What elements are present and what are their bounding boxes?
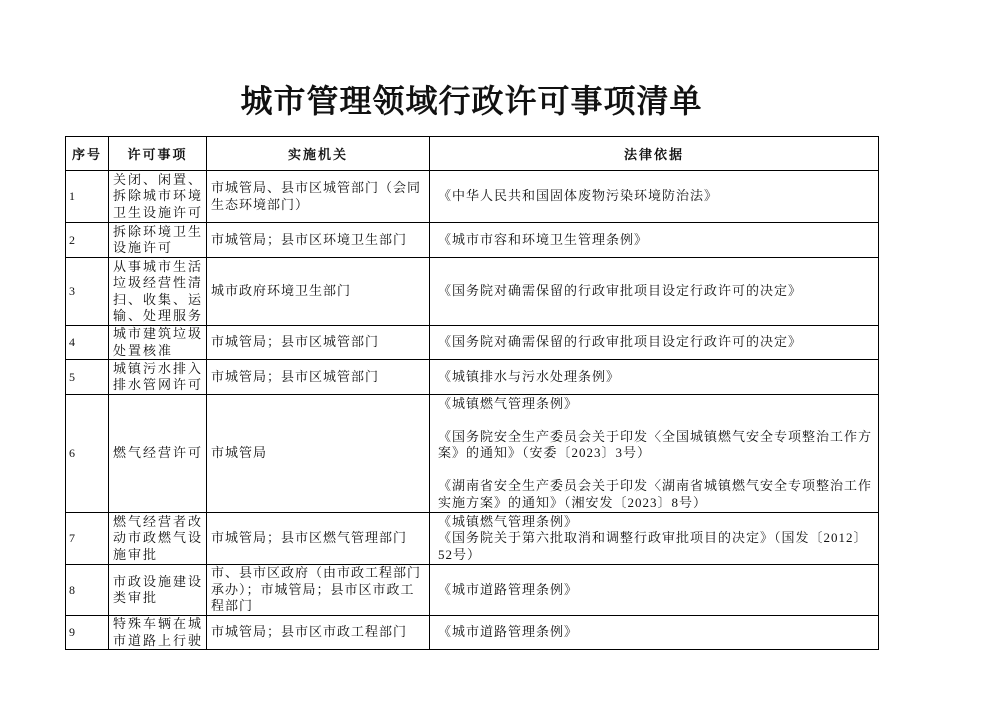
document-title: 城市管理领域行政许可事项清单: [240, 83, 703, 119]
legal-basis-paragraph: [438, 334, 878, 351]
permit-item-line: 施审批: [113, 546, 159, 562]
permit-item-line: 燃气经营许可: [113, 445, 204, 461]
header-legal-basis: 法律依据: [430, 137, 879, 171]
legal-basis-line: 《城镇排水与污水处理条例》: [438, 368, 621, 384]
legal-basis-paragraph: [438, 396, 878, 413]
table-row: [66, 616, 879, 650]
legal-basis-line: 52号）: [438, 546, 482, 562]
table-row: [66, 223, 879, 258]
table-row: [66, 513, 879, 565]
row-number: 6: [69, 446, 75, 460]
seq-cell: [66, 616, 109, 650]
legal-basis-line: 《国务院安全生产委员会关于印发〈全国城镇燃气安全专项整治工作方: [438, 428, 873, 444]
legal-basis-line: 《湖南省安全生产委员会关于印发〈湖南省城镇燃气安全专项整治工作: [438, 478, 873, 494]
authority-cell: [207, 326, 430, 360]
legal-basis-line: 《城市道路管理条例》: [438, 581, 579, 597]
table-row: [66, 360, 879, 395]
permit-item-cell: [109, 171, 207, 223]
table-row: [66, 171, 879, 223]
permit-item-line: 市道路上行驶: [113, 632, 204, 648]
permit-item-cell: [109, 360, 207, 395]
header-seq: 序号: [66, 137, 109, 171]
seq-cell: [66, 565, 109, 616]
permit-item-cell: [109, 223, 207, 258]
authority-line: 市城管局；县市区城管部门: [211, 368, 380, 384]
authority-line: 市城管局；县市区城管部门: [211, 334, 380, 350]
authority-line: 市城管局；县市区市政工程部门: [211, 624, 408, 640]
legal-basis-line: 《城镇燃气管理条例》: [438, 513, 579, 529]
permit-item-line: 燃气经营者改: [113, 513, 204, 529]
permit-item-line: 输、处理服务: [113, 308, 204, 323]
legal-basis-cell: [430, 258, 879, 326]
permit-item-cell: [109, 258, 207, 326]
authority-line: 市城管局；县市区燃气管理部门: [211, 530, 408, 546]
row-number: 8: [69, 582, 75, 597]
authority-line: 承办）；市城管局；县市区市政工: [211, 581, 415, 597]
table-row: [66, 326, 879, 360]
authority-cell: [207, 360, 430, 395]
authority-line: 市城管局、县市区城管部门（会同: [211, 180, 422, 195]
seq-cell: [66, 258, 109, 326]
legal-basis-line: 案》的通知》（安委〔2023〕3号）: [438, 445, 652, 461]
permit-item-line: 关闭、闲置、: [113, 171, 204, 187]
authority-line: 城市政府环境卫生部门: [211, 283, 352, 299]
permit-item-line: 扫、收集、运: [113, 291, 204, 307]
legal-basis-paragraph: [438, 188, 878, 205]
table-row: [66, 395, 879, 513]
permit-item-line: 城镇污水排入: [113, 360, 204, 376]
legal-basis-line: 《国务院对确需保留的行政审批项目设定行政许可的决定》: [438, 334, 803, 350]
authority-line: 市城管局；县市区环境卫生部门: [211, 231, 408, 247]
authority-cell: [207, 565, 430, 616]
permit-item-line: 拆除环境卫生: [113, 223, 204, 239]
table-body: [66, 171, 879, 650]
legal-basis-paragraph: [438, 514, 878, 531]
authority-cell: [207, 616, 430, 650]
seq-cell: [66, 223, 109, 258]
permit-item-line: 城市建筑垃圾: [113, 326, 204, 341]
legal-basis-cell: [430, 616, 879, 650]
row-number: 5: [69, 369, 75, 384]
permit-item-line: 排水管网许可: [113, 377, 204, 392]
legal-basis-line: 《中华人民共和国固体废物污染环境防治法》: [438, 188, 719, 204]
permit-item-line: 市政设施建设: [113, 573, 204, 589]
permit-item-cell: [109, 326, 207, 360]
authority-cell: [207, 513, 430, 565]
legal-basis-cell: [430, 513, 879, 565]
legal-basis-paragraph: [438, 369, 878, 386]
seq-cell: [66, 171, 109, 223]
row-number: 3: [69, 284, 75, 298]
table-row: [66, 565, 879, 616]
permit-item-line: 动市政燃气设: [113, 530, 204, 546]
legal-basis-cell: [430, 395, 879, 513]
header-authority: 实施机关: [207, 137, 430, 171]
legal-basis-cell: [430, 360, 879, 395]
legal-basis-paragraph: [438, 478, 878, 511]
legal-basis-line: 《城市道路管理条例》: [438, 624, 579, 640]
authority-cell: [207, 223, 430, 258]
permit-item-cell: [109, 395, 207, 513]
legal-basis-paragraph: [438, 429, 878, 462]
seq-cell: [66, 513, 109, 565]
permit-item-line: 垃圾经营性清: [113, 275, 204, 290]
legal-basis-cell: [430, 326, 879, 360]
permit-item-cell: [109, 513, 207, 565]
seq-cell: [66, 395, 109, 513]
legal-basis-paragraph: [438, 232, 878, 249]
permit-item-line: 特殊车辆在城: [113, 616, 204, 631]
authority-cell: [207, 395, 430, 513]
permit-item-line: 处置核准: [113, 342, 174, 358]
seq-cell: [66, 360, 109, 395]
legal-basis-cell: [430, 565, 879, 616]
legal-basis-line: 《城市市容和环境卫生管理条例》: [438, 231, 649, 247]
row-number: 2: [69, 232, 75, 247]
table-header-row: [66, 137, 879, 171]
table-row: [66, 258, 879, 326]
authority-line: 生态环境部门）: [211, 196, 310, 212]
row-number: 9: [69, 625, 75, 639]
header-permit-item: 许可事项: [109, 137, 207, 171]
permit-item-cell: [109, 565, 207, 616]
permit-table: [65, 136, 879, 650]
permit-item-line: 设施许可: [113, 240, 174, 255]
legal-basis-paragraph: [438, 624, 878, 641]
authority-cell: [207, 258, 430, 326]
legal-basis-cell: [430, 171, 879, 223]
authority-line: 市城管局: [211, 445, 268, 461]
legal-basis-line: 《城镇燃气管理条例》: [438, 395, 579, 411]
permit-item-line: 拆除城市环境: [113, 188, 204, 204]
row-number: 1: [69, 189, 75, 203]
permit-item-line: 卫生设施许可: [113, 204, 204, 220]
permit-item-line: 类审批: [113, 590, 159, 605]
legal-basis-paragraph: [438, 283, 878, 300]
legal-basis-line: 《国务院对确需保留的行政审批项目设定行政许可的决定》: [438, 283, 803, 299]
row-number: 4: [69, 335, 75, 349]
permit-item-cell: [109, 616, 207, 650]
legal-basis-line: 实施方案》的通知》（湘安发〔2023〕8号）: [438, 494, 708, 510]
legal-basis-paragraph: [438, 582, 878, 599]
seq-cell: [66, 326, 109, 360]
permit-item-line: 从事城市生活: [113, 258, 204, 274]
authority-line: 市、县市区政府（由市政工程部门: [211, 565, 422, 581]
row-number: 7: [69, 531, 75, 545]
authority-line: 程部门: [211, 598, 254, 614]
legal-basis-paragraph: [438, 530, 878, 563]
legal-basis-line: 《国务院关于第六批取消和调整行政审批项目的决定》（国发〔2012〕: [438, 530, 868, 546]
authority-cell: [207, 171, 430, 223]
legal-basis-cell: [430, 223, 879, 258]
